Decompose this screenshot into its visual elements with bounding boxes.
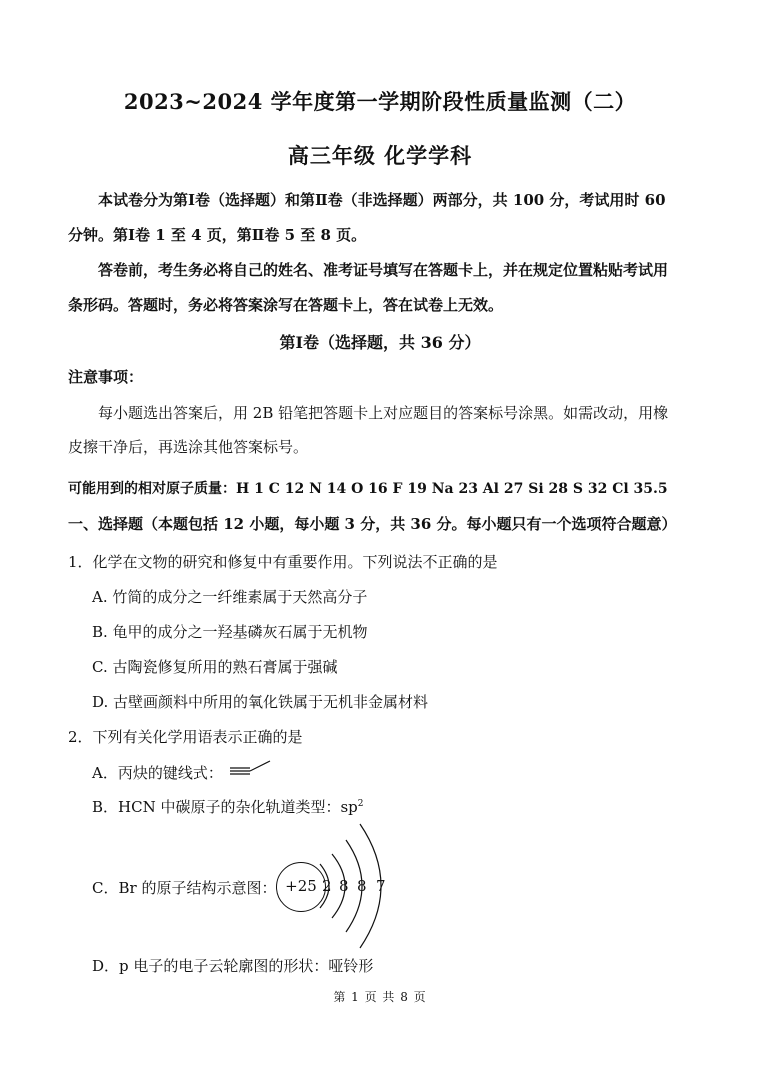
- notice-line-1: 每小题选出答案后，用 2B 铅笔把答题卡上对应题目的答案标号涂黑。如需改动，用橡: [98, 404, 669, 422]
- intro-line-4: 条形码。答题时，务必将答案涂写在答题卡上，答在试卷上无效。: [68, 296, 504, 314]
- shell-3-electrons: 8: [357, 877, 367, 895]
- page-title: 2023~2024 学年度第一学期阶段性质量监测（二）: [123, 89, 637, 114]
- part1-heading: 第Ⅰ卷（选择题，共 36 分）: [279, 333, 481, 352]
- question-1-option-c: C. 古陶瓷修复所用的熟石膏属于强碱: [92, 658, 338, 676]
- question-2-option-c: C．Br 的原子结构示意图：: [92, 879, 277, 897]
- page-number: 第 1 页 共 8 页: [333, 990, 427, 1004]
- shell-4-electrons: 7: [376, 877, 386, 895]
- section-heading: 一、选择题（本题包括 12 小题，每小题 3 分，共 36 分。每小题只有一个选项符合题意）: [68, 515, 677, 533]
- question-1-option-a: A. 竹简的成分之一纤维素属于天然高分子: [92, 588, 368, 606]
- propyne-skeletal-formula: [228, 760, 278, 780]
- nucleus-charge: +25: [285, 877, 317, 895]
- question-2-option-b: B．HCN 中碳原子的杂化轨道类型：$sp^2$: [92, 798, 364, 816]
- question-2-option-a: A．丙炔的键线式：: [92, 764, 223, 782]
- question-2-option-d: D．p 电子的电子云轮廓图的形状：哑铃形: [92, 957, 374, 975]
- intro-line-3: 答卷前，考生务必将自己的姓名、准考证号填写在答题卡上，并在规定位置粘贴考试用: [98, 261, 669, 279]
- question-2-stem: 2．下列有关化学用语表示正确的是: [68, 728, 303, 746]
- question-1-stem: 1．化学在文物的研究和修复中有重要作用。下列说法不正确的是: [68, 553, 498, 571]
- intro-line-1: 本试卷分为第Ⅰ卷（选择题）和第Ⅱ卷（非选择题）两部分，共 100 分，考试用时 60: [98, 191, 666, 209]
- atomic-masses: 可能用到的相对原子质量：H 1 C 12 N 14 O 16 F 19 Na 23 Al 27 Si 28 S 32 Cl 35.5: [68, 481, 668, 497]
- shell-2-electrons: 8: [339, 877, 349, 895]
- notice-label: 注意事项：: [68, 368, 144, 386]
- page-subtitle: 高三年级 化学学科: [287, 143, 473, 168]
- shell-1-electrons: 2: [322, 877, 332, 895]
- intro-line-2: 分钟。第Ⅰ卷 1 至 4 页，第Ⅱ卷 5 至 8 页。: [68, 226, 367, 244]
- notice-line-2: 皮擦干净后，再选涂其他答案标号。: [68, 438, 309, 456]
- question-1-option-b: B. 龟甲的成分之一羟基磷灰石属于无机物: [92, 623, 368, 641]
- question-1-option-d: D. 古壁画颜料中所用的氧化铁属于无机非金属材料: [92, 693, 429, 711]
